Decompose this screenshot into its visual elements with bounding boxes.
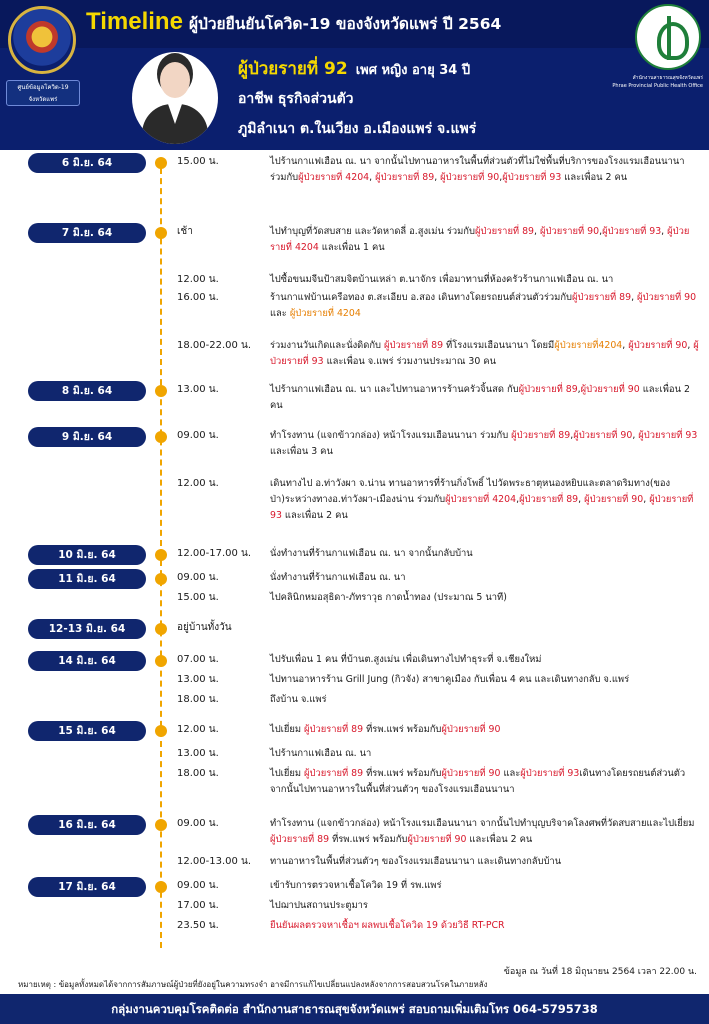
date-pill: 9 มิ.ย. 64 [28, 427, 146, 447]
event-text-segment: , [534, 226, 540, 237]
event-text-segment: และไปเยี่ยม [646, 818, 695, 829]
patient-reference: ผู้ป่วยรายที่ 89 [571, 292, 632, 303]
event-description [270, 854, 702, 870]
event-time: 07.00 น. [177, 654, 219, 665]
patient-reference: ผู้ป่วยรายที่ 89 [304, 724, 364, 735]
patient-reference: ผู้ป่วยรายที่ 4204 [445, 494, 517, 505]
event-text-segment: ที่รพ.แพร่ พร้อมกับ [329, 834, 408, 845]
event-time: 12.00-17.00 น. [177, 548, 252, 559]
event-text-segment: ทานอาหารในพื้นที่ส่วนตัวๆ ของโรงแรมเฮือนนานา และเดินทางกลับบ้าน [270, 856, 562, 867]
event-time: 13.00 น. [177, 384, 219, 395]
patient-reference: ผู้ป่วยรายที่ 4204 [270, 226, 690, 253]
event-text-segment: และเพื่อน 2 คน [561, 172, 628, 183]
event-text-segment: ไปทำบุญที่วัดสบสาย และวัดหาดลี่ อ.สูงเม่น ร่วมกับ [270, 226, 475, 237]
event-text-segment: , [643, 494, 650, 505]
event-description [270, 272, 702, 288]
date-pill: 16 มิ.ย. 64 [28, 815, 146, 835]
event-text-segment: ที่รพ.แพร่ พร้อมกับ [363, 768, 442, 779]
event-text-segment: และตลาดริมทาง(ของป่า)ระหว่างทางอ.ท่าวังผา-เมืองน่าน ร่วมกับ [270, 478, 671, 505]
event-text-segment: , [499, 172, 503, 183]
date-pill: 6 มิ.ย. 64 [28, 153, 146, 173]
patient-occupation: อาชีพ ธุรกิจส่วนตัว [238, 91, 354, 107]
event-text-segment: ไปซื้อขนมจีนป้าสมจิตบ้านเหล่า ต.นาจักร เพื่อมาทานที่ห้องครัวร้านกาแฟเฮือน ณ. นา [270, 274, 614, 285]
event-description [270, 382, 702, 414]
event-text-segment: ไปทานอาหารร้าน Grill Jung (กิวจัง) สาขาคูเมือง กับเพื่อน 4 คน และเดินทางกลับ จ.แพร่ [270, 674, 630, 685]
date-pill: 8 มิ.ย. 64 [28, 381, 146, 401]
patient-id: ผู้ป่วยรายที่ 92 [238, 59, 348, 79]
date-pill: 10 มิ.ย. 64 [28, 545, 146, 565]
event-description [270, 766, 702, 798]
date-pill: 7 มิ.ย. 64 [28, 223, 146, 243]
date-pill: 12-13 มิ.ย. 64 [28, 619, 146, 639]
event-time: 15.00 น. [177, 156, 219, 167]
timeline-dot [155, 725, 167, 737]
event-text-segment: ร่วมกับ [543, 292, 572, 303]
event-text-segment: และเพื่อน 3 คน [270, 446, 333, 457]
covid-badge-line2: จังหวัดแพร่ [28, 96, 58, 103]
event-description [270, 476, 702, 524]
timeline-dot [155, 819, 167, 831]
event-text-segment: ของโรงแรมเฮือนนานา ร่วมกับ [270, 156, 685, 183]
event-text-segment: และเพื่อน 2 คน [281, 510, 348, 521]
data-as-of: ข้อมูล ณ วันที่ 18 มิถุนายน 2564 เวลา 22.00 น. [503, 967, 697, 977]
title-rest: ผู้ป่วยยืนยันโควิด-19 ของจังหวัดแพร่ ปี 2564 [188, 15, 502, 33]
patient-reference: ผู้ป่วยรายที่ 89 [375, 172, 435, 183]
timeline-dot [155, 157, 167, 169]
event-text-segment: ไปรับเพื่อน 1 คน ที่บ้านต.สูงเม่น เพื่อเดินทางไปทำธุระที่ จ.เชียงใหม่ [270, 654, 542, 665]
patient-reference: ผู้ป่วยรายที่ 93 [502, 172, 562, 183]
event-description [270, 746, 702, 762]
event-description [270, 224, 702, 256]
event-text-segment: ไปเยี่ยม [270, 724, 305, 735]
covid-center-badge [6, 80, 80, 106]
event-time: 13.00 น. [177, 674, 219, 685]
patient-reference: ผู้ป่วยรายที่ 89 [511, 430, 571, 441]
title-word: Timeline [86, 8, 183, 35]
patient-reference: ผู้ป่วยรายที่ 89 [474, 226, 535, 237]
timeline-dot [155, 623, 167, 635]
event-description [270, 652, 702, 668]
patient-reference: ผู้ป่วยรายที่ 90 [407, 834, 467, 845]
event-text-segment: ไปเยี่ยม [270, 768, 305, 779]
event-text-segment: , [632, 430, 639, 441]
patient-reference: ผู้ป่วยรายที่ 93 [638, 430, 698, 441]
event-description [270, 570, 702, 586]
event-text-segment: และ [270, 308, 290, 319]
timeline-dot [155, 227, 167, 239]
moph-logo [635, 4, 701, 70]
event-text-segment: , [631, 292, 638, 303]
event-text-segment: เข้ารับการตรวจหาเชื้อโควิด 19 ที่ รพ.แพร่ [270, 880, 442, 891]
event-time: 12.00-13.00 น. [177, 856, 252, 867]
event-text-segment: เดินทางโดยรถยนต์ส่วนตัว จากนั้นไปทานอาหารในพื้นที่ส่วนตัวๆ ของโรงแรมเฮือนนานา [270, 768, 686, 795]
event-description [270, 722, 702, 738]
event-time: 18.00 น. [177, 768, 219, 779]
patient-reference: ผู้ป่วยรายที่ 90 [441, 724, 501, 735]
event-time: 18.00 น. [177, 694, 219, 705]
event-text-segment: ทำโรงทาน (แจกข้าวกล่อง) หน้าโรงแรมเฮือนนานา จากนั้นไปทำบุญบริจาคโลงศพที่วัดสบสาย [270, 818, 647, 829]
remark-note: หมายเหตุ : ข้อมูลทั้งหมดได้จากการสัมภาษณ์ผู้ป่วยที่ยังอยู่ในความทรงจำ อาจมีการแก้ไขเปลี่ยนแปลงหลังจากการสอบสวนโรคในภายหลัง [18, 980, 488, 989]
timeline-dot [155, 549, 167, 561]
event-description [270, 918, 702, 934]
patient-avatar [132, 52, 218, 144]
patient-reference: ผู้ป่วยรายที่ 90 [584, 494, 644, 505]
patient-id-row [238, 54, 618, 84]
event-text-segment: และเพื่อน จ.แพร่ ร่วมงานประมาณ 30 คน [323, 356, 496, 367]
patient-domicile: ภูมิลำเนา ต.ในเวียง อ.เมืองแพร่ จ.แพร่ [238, 121, 477, 137]
event-text-segment: และเพื่อน 2 คน [270, 384, 690, 411]
timeline-dot [155, 385, 167, 397]
patient-reference: ผู้ป่วยรายที่ 90 [628, 340, 688, 351]
event-description [270, 428, 702, 460]
event-text-segment: , [570, 430, 574, 441]
timeline [0, 150, 709, 962]
event-text-segment: ไปร้านกาแฟเฮือน ณ. นา [270, 748, 372, 759]
event-text-segment: นั่งทำงานที่ร้านกาแฟเฮือน ณ. นา [270, 572, 406, 583]
patient-detail: เพศ หญิง อายุ 34 ปี [355, 63, 471, 78]
patient-reference: ผู้ป่วยรายที่ 93 [520, 768, 580, 779]
event-text-segment: , [622, 340, 629, 351]
event-time: 09.00 น. [177, 430, 219, 441]
event-description [270, 154, 702, 202]
patient-reference: ผู้ป่วยรายที่ 89 [383, 340, 444, 351]
event-time: 13.00 น. [177, 748, 219, 759]
patient-reference: ผู้ป่วยรายที่ 93 [602, 226, 662, 237]
event-text-segment: เดินทางไป อ.ท่าวังผา จ.น่าน ทานอาหารที่ร้านกิ่งโพธิ์ ไปวัดพระธาตุหนองหยิบ [270, 478, 583, 489]
event-time: 09.00 น. [177, 818, 219, 829]
event-text-segment: , [434, 172, 441, 183]
event-text-segment: ทำโรงทาน (แจกข้าวกล่อง) หน้าโรงแรมเฮือนนานา ร่วมกับ [270, 430, 512, 441]
event-description [270, 338, 702, 370]
event-description [270, 878, 702, 894]
event-time: 18.00-22.00 น. [177, 340, 252, 351]
event-text-segment: , [661, 226, 668, 237]
event-description [270, 816, 702, 848]
event-text-segment: , [599, 226, 603, 237]
event-text-segment: ไปร้านกาแฟเฮือน ณ. นา และไปทานอาหารร้านครัวจิ้นสด กับ [270, 384, 519, 395]
event-time: 16.00 น. [177, 292, 219, 303]
timeline-dot [155, 881, 167, 893]
timeline-dot [155, 655, 167, 667]
event-time: เช้า [177, 226, 193, 237]
event-time: 17.00 น. [177, 900, 219, 911]
event-text-segment: ร่วมงานวันเกิดและนั่งดิดกับ [270, 340, 384, 351]
provincial-seal-logo [8, 6, 76, 74]
footer-contact: กลุ่มงานควบคุมโรคติดต่อ สำนักงานสาธารณสุขจังหวัดแพร่ สอบถามเพิ่มเติมโทร 064-5795738 [0, 994, 709, 1024]
event-description [270, 590, 702, 606]
event-time: อยู่บ้านทั้งวัน [177, 622, 232, 633]
event-description [270, 692, 702, 708]
event-text-segment: และเพื่อน 1 คน [318, 242, 385, 253]
event-text-segment: และเพื่อน 2 คน [466, 834, 533, 845]
patient-info [238, 54, 618, 144]
moph-caption-line1: สำนักงานสาธารณสุขจังหวัดแพร่ [632, 75, 703, 81]
patient-reference: ผู้ป่วยรายที่ 90 [441, 768, 501, 779]
patient-reference: ผู้ป่วยรายที่ 93 [270, 494, 694, 521]
event-text-segment: ร้านกาแฟบ้านเครือทอง ต.สะเอียบ อ.สอง เดินทางโดยรถยนต์ส่วนตัว [270, 292, 544, 303]
patient-reference: ผู้ป่วยรายที่ 90 [573, 430, 633, 441]
page-title [86, 8, 626, 44]
date-pill: 15 มิ.ย. 64 [28, 721, 146, 741]
event-time: 12.00 น. [177, 274, 219, 285]
patient-reference: ผู้ป่วยรายที่ 4204 [298, 172, 370, 183]
event-text-segment: ที่รพ.แพร่ พร้อมกับ [363, 724, 442, 735]
patient-reference: 4204 [598, 340, 623, 351]
event-text-segment: , [577, 384, 581, 395]
patient-reference: ผู้ป่วยรายที่ [554, 340, 599, 351]
event-time: 23.50 น. [177, 920, 219, 931]
header [0, 0, 709, 150]
event-description [270, 546, 702, 562]
covid-badge-line1: ศูนย์ข้อมูลโควิด-19 [17, 84, 69, 91]
event-time: 09.00 น. [177, 880, 219, 891]
moph-caption-line2: Phrae Provincial Public Health Office [612, 83, 703, 89]
patient-reference: ผู้ป่วยรายที่ 90 [580, 384, 640, 395]
event-time: 09.00 น. [177, 572, 219, 583]
event-text-segment: ไปฌาปนสถานประตูมาร [270, 900, 368, 911]
date-pill: 11 มิ.ย. 64 [28, 569, 146, 589]
event-text-segment: , [578, 494, 585, 505]
event-text-segment: , [516, 494, 520, 505]
event-text-segment: ถึงบ้าน จ.แพร่ [270, 694, 327, 705]
patient-reference: ผู้ป่วยรายที่ 89 [518, 384, 578, 395]
event-text-segment: และ [500, 768, 521, 779]
event-text-segment: ไปคลินิกหมอสุธิดา-ภัทราวุธ กาดน้ำทอง (ประมาณ 5 นาที) [270, 592, 507, 603]
patient-reference: ผู้ป่วยรายที่ 89 [304, 768, 364, 779]
patient-reference: ผู้ป่วยรายที่ 90 [440, 172, 500, 183]
patient-reference: ผู้ป่วยรายที่ 89 [270, 834, 330, 845]
event-text-segment: , [369, 172, 376, 183]
event-text-segment: ไปร้านกาแฟเฮือน ณ. นา จากนั้นไปทานอาหารในพื้นที่ส่วนตัวที่ไม่ใช่พื้นที่บริการ [270, 156, 592, 167]
event-time: 12.00 น. [177, 724, 219, 735]
event-description [270, 290, 702, 322]
event-text-segment: นั่งทำงานที่ร้านกาแฟเฮือน ณ. นา จากนั้นกลับบ้าน [270, 548, 473, 559]
timeline-dot [155, 431, 167, 443]
date-pill: 14 มิ.ย. 64 [28, 651, 146, 671]
event-description [270, 898, 702, 914]
event-description [270, 672, 702, 688]
patient-reference: ผู้ป่วยรายที่ 90 [637, 292, 697, 303]
date-pill: 17 มิ.ย. 64 [28, 877, 146, 897]
patient-reference: ผู้ป่วยรายที่ 93 [270, 340, 699, 367]
patient-reference: ยืนยันผลตรวจหาเชื้อฯ ผลพบเชื้อโควิด 19 ด้วยวิธี RT-PCR [270, 920, 505, 931]
event-time: 15.00 น. [177, 592, 219, 603]
patient-reference: ผู้ป่วยรายที่ 89 [519, 494, 579, 505]
patient-reference: ผู้ป่วยรายที่ 4204 [289, 308, 361, 319]
patient-reference: ผู้ป่วยรายที่ 90 [540, 226, 600, 237]
event-text-segment: ที่โรงแรมเฮือนนานา โดยมี [443, 340, 555, 351]
avatar-head [160, 62, 190, 98]
timeline-dot [155, 573, 167, 585]
event-text-segment: , [687, 340, 694, 351]
event-time: 12.00 น. [177, 478, 219, 489]
